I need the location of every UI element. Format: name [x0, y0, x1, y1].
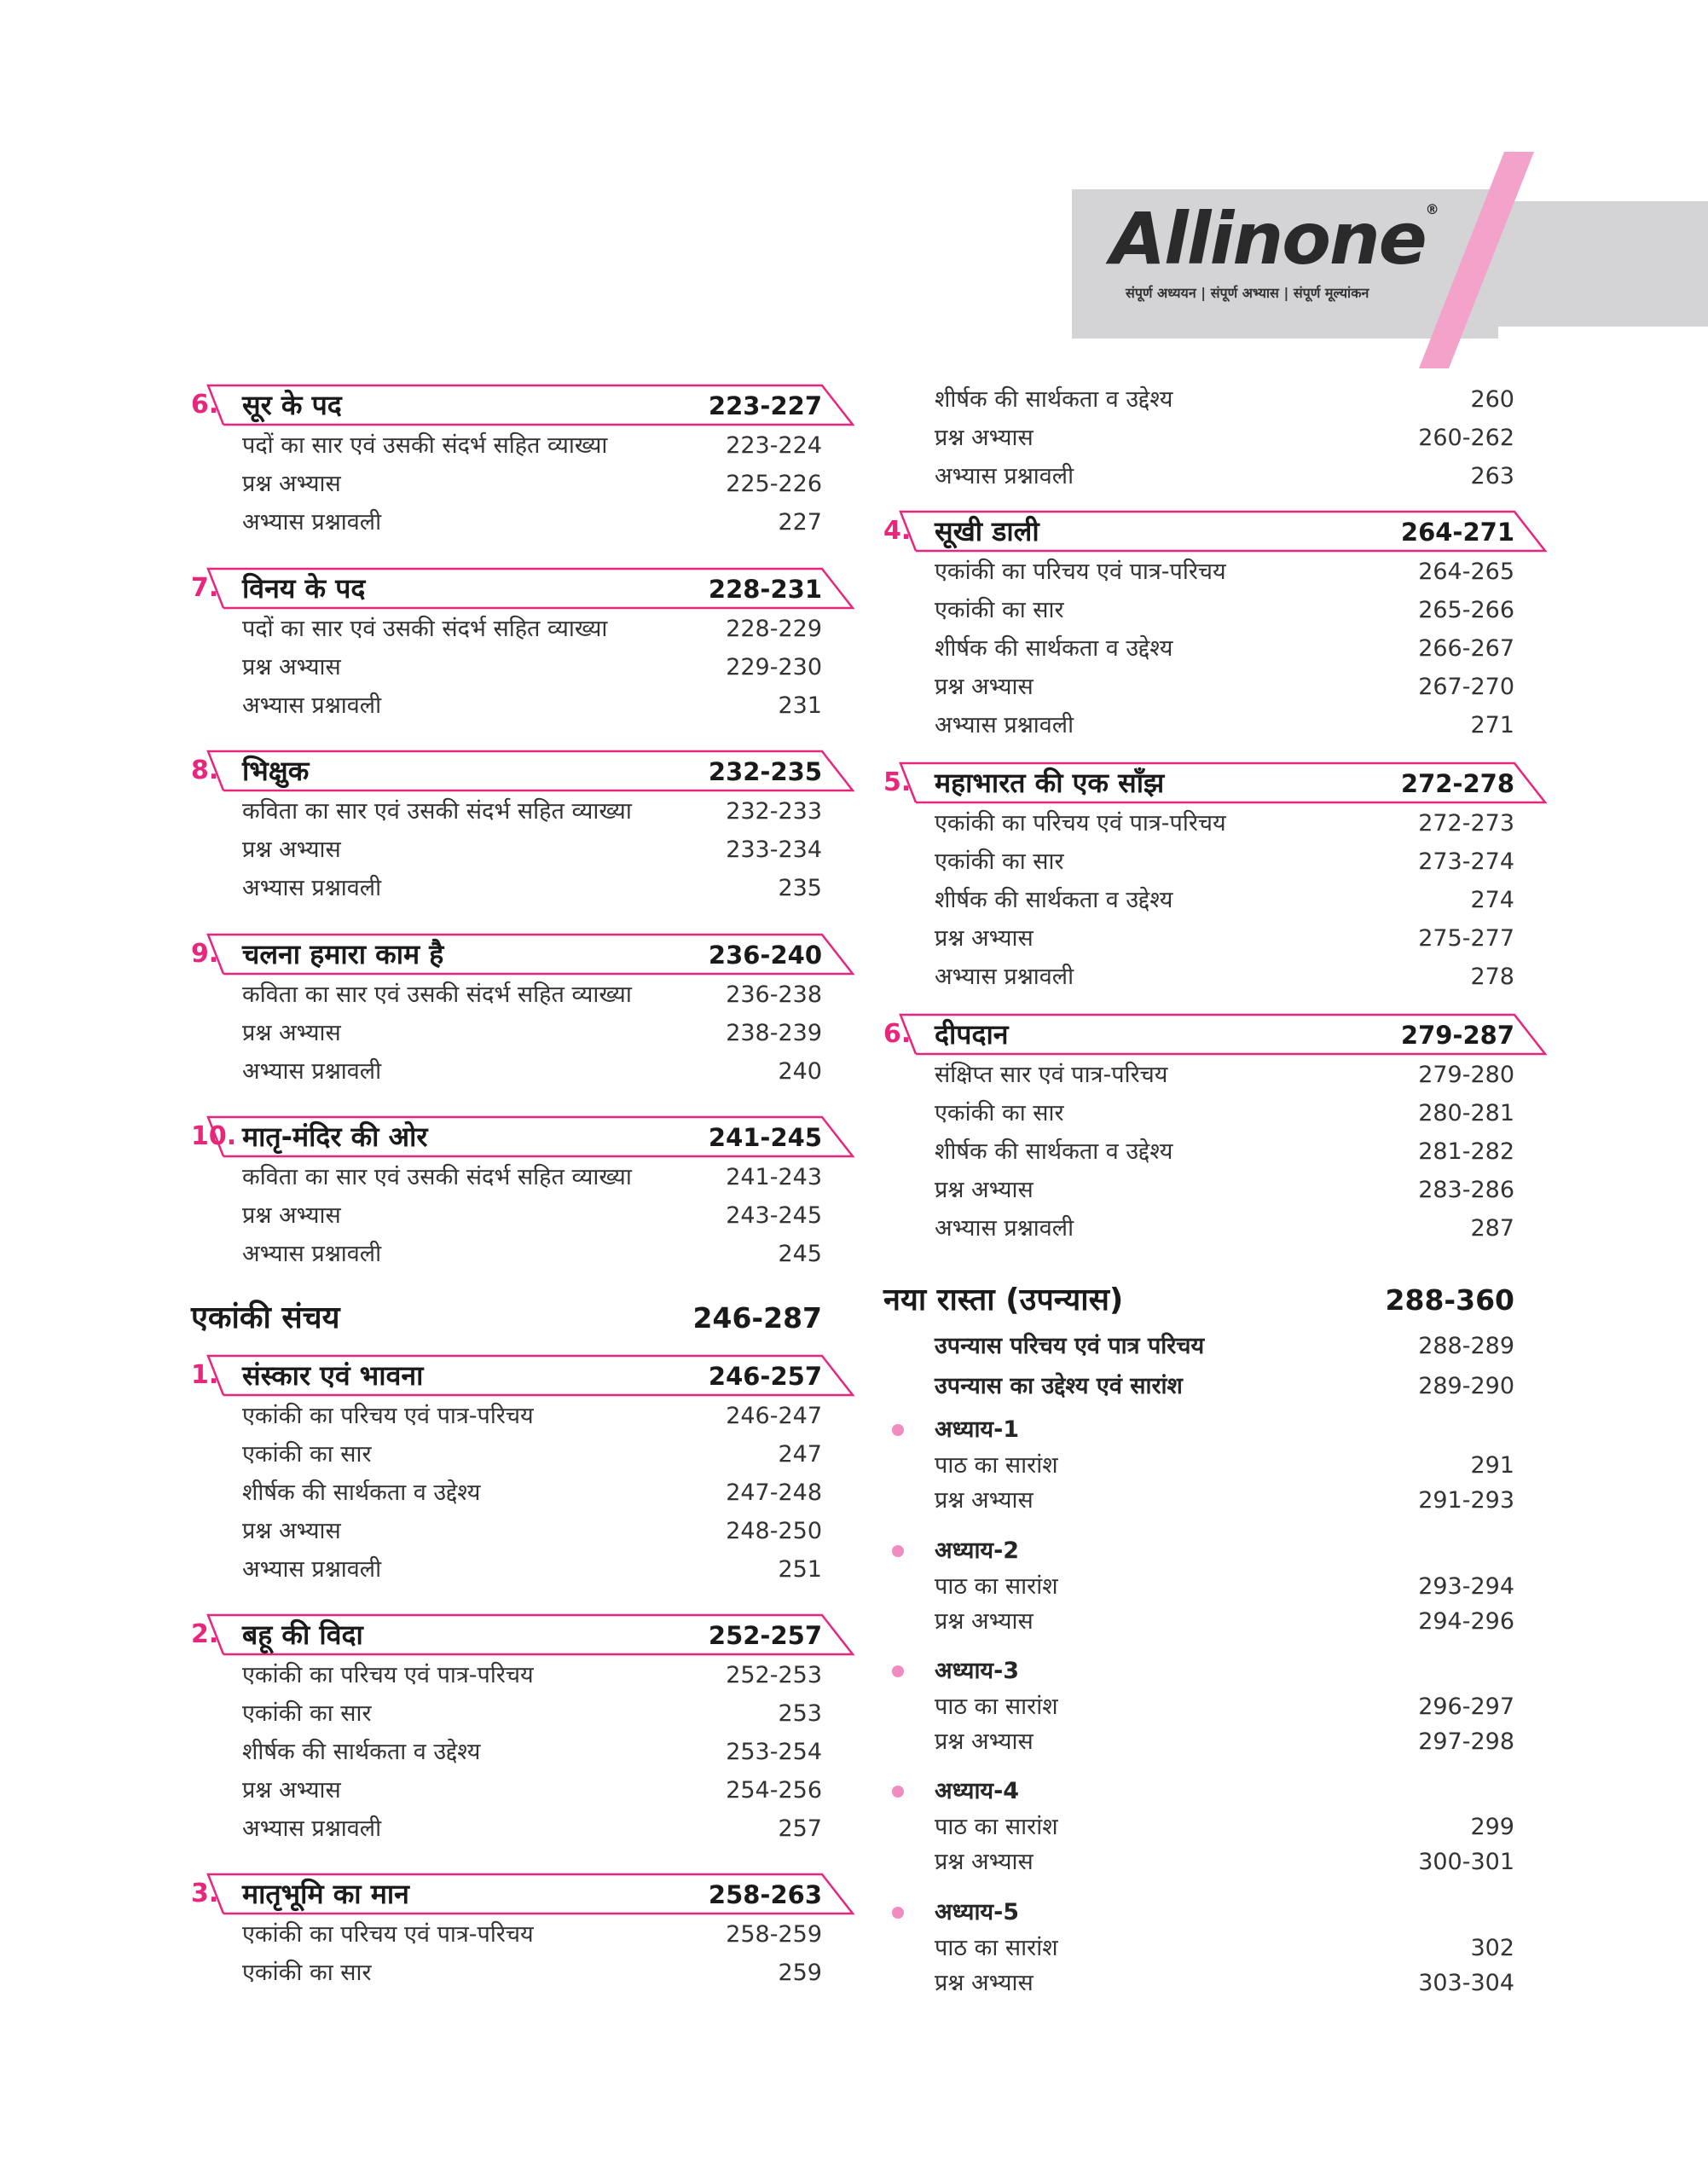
- bullet-icon: [892, 1545, 904, 1557]
- toc-entry[interactable]: [883, 919, 1549, 958]
- entry-label: प्रश्न अभ्यास: [242, 654, 341, 680]
- entry-page-range: 296-297: [1418, 1694, 1514, 1720]
- entry-page-range: 303-304: [1418, 1970, 1514, 1996]
- entry-page-range: 260: [1470, 386, 1514, 413]
- entry-page-range: 232-233: [726, 798, 822, 825]
- entry-page-range: 281-282: [1418, 1138, 1514, 1165]
- toc-entry[interactable]: [883, 1094, 1549, 1132]
- entry-page-range: 252-253: [726, 1662, 822, 1688]
- entry-label: शीर्षक की सार्थकता व उद्देश्य: [935, 1138, 1173, 1165]
- entry-page-range: 260-262: [1418, 425, 1514, 451]
- entry-label: अभ्यास प्रश्नावली: [242, 875, 382, 901]
- toc-entry[interactable]: [191, 1435, 856, 1474]
- chapter-page-range: 264-271: [1400, 518, 1514, 547]
- entry-page-range: 302: [1470, 1935, 1514, 1961]
- entry-page-range: 299: [1470, 1814, 1514, 1840]
- entry-label: अभ्यास प्रश्नावली: [242, 509, 382, 536]
- entry-page-range: 251: [778, 1556, 822, 1583]
- entry-label: अभ्यास प्रश्नावली: [935, 964, 1074, 990]
- toc-entry[interactable]: [191, 1550, 856, 1589]
- entry-page-range: 293-294: [1418, 1573, 1514, 1600]
- entry-label: प्रश्न अभ्यास: [242, 1777, 341, 1804]
- chapter-title: संस्कार एवं भावना: [242, 1359, 424, 1392]
- entry-page-range: 225-226: [726, 471, 822, 497]
- bullet-icon: [892, 1786, 904, 1798]
- toc-entry[interactable]: [883, 1132, 1549, 1171]
- toc-entry[interactable]: [883, 1844, 1549, 1880]
- entry-page-range: 248-250: [726, 1518, 822, 1544]
- toc-entry[interactable]: [191, 1474, 856, 1512]
- entry-label: पदों का सार एवं उसकी संदर्भ सहित व्याख्या: [242, 616, 608, 642]
- entry-page-range: 287: [1470, 1215, 1514, 1242]
- entry-label: अभ्यास प्रश्नावली: [242, 692, 382, 719]
- toc-entry[interactable]: [883, 419, 1549, 457]
- entry-page-range: 228-229: [726, 616, 822, 642]
- toc-entry[interactable]: [883, 1966, 1549, 2001]
- entry-page-range: 275-277: [1418, 925, 1514, 952]
- entry-page-range: 279-280: [1418, 1062, 1514, 1088]
- entry-label: अभ्यास प्रश्नावली: [242, 1241, 382, 1267]
- bullet-icon: [892, 1907, 904, 1919]
- brand-logo: Allinone®: [1110, 197, 1438, 281]
- toc-entry[interactable]: [883, 706, 1549, 744]
- chapter-heading[interactable]: [191, 567, 856, 610]
- entry-label: प्रश्न अभ्यास: [242, 1020, 341, 1046]
- bullet-icon: [892, 1424, 904, 1436]
- entry-page-range: 238-239: [726, 1020, 822, 1046]
- entry-label: प्रश्न अभ्यास: [935, 1970, 1033, 1996]
- entry-page-range: 240: [778, 1058, 822, 1085]
- entry-label: पाठ का सारांश: [935, 1935, 1058, 1961]
- chapter-heading[interactable]: [191, 1613, 856, 1656]
- toc-entry[interactable]: [883, 1724, 1549, 1760]
- entry-label: प्रश्न अभ्यास: [935, 925, 1033, 952]
- toc-entry[interactable]: [191, 869, 856, 907]
- chapter-title: दीपदान: [935, 1018, 1009, 1051]
- entry-label: अभ्यास प्रश्नावली: [935, 463, 1074, 489]
- entry-page-range: 235: [778, 875, 822, 901]
- toc-chapter: [191, 933, 856, 1091]
- entry-label: प्रश्न अभ्यास: [935, 425, 1033, 451]
- toc-entry[interactable]: [191, 1915, 856, 1954]
- chapter-number: 6.: [191, 390, 219, 420]
- toc-entry[interactable]: [191, 1771, 856, 1810]
- entry-page-range: 263: [1470, 463, 1514, 489]
- chapter-number: 1.: [191, 1360, 219, 1390]
- entry-page-range: 264-265: [1418, 559, 1514, 585]
- novel-chapter-title: अध्याय-3: [935, 1658, 1020, 1684]
- toc-entry[interactable]: [883, 1931, 1549, 1966]
- toc-chapter: [191, 1613, 856, 1848]
- toc-entry[interactable]: [883, 804, 1549, 843]
- entry-page-range: 291-293: [1418, 1487, 1514, 1514]
- toc-entry[interactable]: [191, 1052, 856, 1091]
- chapter-title: चलना हमारा काम है: [242, 938, 444, 970]
- toc-chapter-continuation: [883, 380, 1549, 495]
- chapter-title: सूखी डाली: [935, 515, 1039, 547]
- toc-entry[interactable]: [191, 792, 856, 831]
- chapter-heading[interactable]: [191, 933, 856, 976]
- entry-label: एकांकी का परिचय एवं पात्र-परिचय: [242, 1921, 534, 1948]
- toc-chapter: [883, 510, 1549, 744]
- entry-label: पाठ का सारांश: [935, 1573, 1058, 1600]
- entry-page-range: 253-254: [726, 1739, 822, 1765]
- chapter-title: मातृभूमि का मान: [242, 1878, 409, 1910]
- entry-label: कविता का सार एवं उसकी संदर्भ सहित व्याख्या: [242, 798, 632, 825]
- entry-page-range: 280-281: [1418, 1100, 1514, 1126]
- entry-label: एकांकी का परिचय एवं पात्र-परिचय: [242, 1403, 534, 1429]
- toc-chapter: [883, 761, 1549, 996]
- entry-label: प्रश्न अभ्यास: [935, 1177, 1033, 1203]
- entry-label: कविता का सार एवं उसकी संदर्भ सहित व्याख्या: [242, 981, 632, 1008]
- entry-label: अभ्यास प्रश्नावली: [242, 1815, 382, 1842]
- entry-page-range: 223-224: [726, 432, 822, 459]
- section-title: एकांकी संचय: [191, 1300, 340, 1335]
- toc-entry[interactable]: [191, 1733, 856, 1771]
- toc-entry[interactable]: [191, 1512, 856, 1550]
- entry-page-range: 274: [1470, 887, 1514, 913]
- toc-entry[interactable]: [191, 1196, 856, 1235]
- entry-label: प्रश्न अभ्यास: [935, 1849, 1033, 1875]
- toc-entry[interactable]: [191, 503, 856, 541]
- chapter-title: विनय के पद: [242, 572, 366, 605]
- entry-label: एकांकी का सार: [242, 1700, 372, 1727]
- chapter-number: 2.: [191, 1619, 219, 1649]
- entry-label: प्रश्न अभ्यास: [935, 1487, 1033, 1514]
- entry-label: पाठ का सारांश: [935, 1814, 1058, 1840]
- entry-label: एकांकी का परिचय एवं पात्र-परिचय: [935, 559, 1226, 585]
- entry-page-range: 257: [778, 1815, 822, 1842]
- toc-entry[interactable]: [191, 465, 856, 503]
- entry-page-range: 233-234: [726, 837, 822, 863]
- toc-chapter: [883, 1013, 1549, 1248]
- brand-tagline: संपूर्ण अध्ययन | संपूर्ण अभ्यास | संपूर्ण मूल्यांकन: [1126, 285, 1369, 301]
- entry-label: एकांकी का परिचय एवं पात्र-परिचय: [242, 1662, 534, 1688]
- toc-entry[interactable]: [191, 1397, 856, 1435]
- toc-entry[interactable]: [191, 1014, 856, 1052]
- chapter-title: मातृ-मंदिर की ओर: [242, 1120, 428, 1153]
- chapter-page-range: 236-240: [708, 941, 822, 970]
- entry-label: प्रश्न अभ्यास: [242, 1202, 341, 1229]
- entry-label: कविता का सार एवं उसकी संदर्भ सहित व्याख्या: [242, 1164, 632, 1190]
- chapter-title: सूर के पद: [242, 389, 342, 421]
- chapter-page-range: 252-257: [708, 1621, 822, 1650]
- chapter-number: 6.: [883, 1019, 912, 1049]
- bullet-icon: [892, 1665, 904, 1677]
- toc-entry[interactable]: [883, 629, 1549, 668]
- novel-chapter-title: अध्याय-5: [935, 1899, 1020, 1925]
- entry-label: पाठ का सारांश: [935, 1452, 1058, 1479]
- toc-entry[interactable]: [883, 1604, 1549, 1640]
- toc-chapter: [191, 750, 856, 907]
- entry-page-range: 289-290: [1418, 1373, 1514, 1399]
- chapter-page-range: 258-263: [708, 1880, 822, 1909]
- toc-entry[interactable]: [191, 976, 856, 1014]
- toc-entry[interactable]: [191, 426, 856, 465]
- entry-page-range: 265-266: [1418, 597, 1514, 623]
- entry-label: पाठ का सारांश: [935, 1694, 1058, 1720]
- entry-label: प्रश्न अभ्यास: [935, 674, 1033, 700]
- entry-label: अभ्यास प्रश्नावली: [242, 1058, 382, 1085]
- entry-label: एकांकी का परिचय एवं पात्र-परिचय: [935, 810, 1226, 837]
- toc-entry[interactable]: [883, 1483, 1549, 1519]
- toc-entry[interactable]: [883, 843, 1549, 881]
- chapter-number: 7.: [191, 573, 219, 603]
- chapter-page-range: 272-278: [1400, 769, 1514, 798]
- entry-label: प्रश्न अभ्यास: [935, 1728, 1033, 1755]
- toc-chapter: [191, 1354, 856, 1589]
- entry-label: शीर्षक की सार्थकता व उद्देश्य: [242, 1739, 481, 1765]
- entry-label: एकांकी का सार: [242, 1960, 372, 1986]
- entry-page-range: 247: [778, 1441, 822, 1468]
- toc-entry[interactable]: [191, 648, 856, 686]
- entry-label: शीर्षक की सार्थकता व उद्देश्य: [935, 887, 1173, 913]
- novel-chapter-title: अध्याय-4: [935, 1778, 1020, 1804]
- toc-entry[interactable]: [883, 1810, 1549, 1845]
- toc-entry[interactable]: [191, 610, 856, 648]
- toc-entry[interactable]: [191, 1954, 856, 1992]
- chapter-number: 4.: [883, 516, 912, 546]
- section-heading: [191, 1294, 856, 1342]
- entry-page-range: 241-243: [726, 1164, 822, 1190]
- section-page-range: 246-287: [692, 1301, 822, 1335]
- entry-label: अभ्यास प्रश्नावली: [242, 1556, 382, 1583]
- chapter-number: 5.: [883, 767, 912, 797]
- toc-chapter: [191, 1115, 856, 1273]
- toc-entry[interactable]: [883, 1056, 1549, 1094]
- entry-page-range: 227: [778, 509, 822, 536]
- chapter-heading[interactable]: [191, 1354, 856, 1397]
- novel-chapter-title: अध्याय-1: [935, 1416, 1020, 1443]
- toc-entry[interactable]: [883, 1209, 1549, 1248]
- section-title: नया रास्ता (उपन्यास): [883, 1283, 1124, 1317]
- toc-entry[interactable]: [191, 831, 856, 869]
- entry-page-range: 243-245: [726, 1202, 822, 1229]
- entry-page-range: 245: [778, 1241, 822, 1267]
- chapter-title: महाभारत की एक साँझ: [935, 767, 1165, 799]
- toc-entry[interactable]: [883, 591, 1549, 629]
- toc-entry[interactable]: [191, 1656, 856, 1694]
- entry-label: एकांकी का सार: [935, 848, 1064, 875]
- entry-label: पदों का सार एवं उसकी संदर्भ सहित व्याख्या: [242, 432, 608, 459]
- entry-page-range: 278: [1470, 964, 1514, 990]
- chapter-page-range: 223-227: [708, 391, 822, 420]
- entry-page-range: 266-267: [1418, 635, 1514, 662]
- chapter-heading[interactable]: [883, 510, 1549, 553]
- toc-entry[interactable]: [883, 1327, 1549, 1366]
- entry-page-range: 300-301: [1418, 1849, 1514, 1875]
- entry-label: प्रश्न अभ्यास: [242, 1518, 341, 1544]
- entry-page-range: 231: [778, 692, 822, 719]
- toc-entry[interactable]: [883, 457, 1549, 495]
- entry-page-range: 229-230: [726, 654, 822, 680]
- chapter-heading[interactable]: [191, 750, 856, 792]
- chapter-heading[interactable]: [883, 1013, 1549, 1056]
- toc-entry[interactable]: [883, 881, 1549, 919]
- chapter-number: 9.: [191, 939, 219, 969]
- toc-entry[interactable]: [883, 553, 1549, 591]
- entry-page-range: 288-289: [1418, 1333, 1514, 1359]
- entry-page-range: 259: [778, 1960, 822, 1986]
- entry-page-range: 247-248: [726, 1479, 822, 1506]
- chapter-heading[interactable]: [191, 1115, 856, 1158]
- toc-chapter: [191, 384, 856, 541]
- chapter-number: 8.: [191, 756, 219, 785]
- entry-label: एकांकी का सार: [242, 1441, 372, 1468]
- novel-chapter-title: अध्याय-2: [935, 1537, 1020, 1564]
- entry-label: अभ्यास प्रश्नावली: [935, 712, 1074, 738]
- chapter-page-range: 241-245: [708, 1123, 822, 1152]
- chapter-page-range: 279-287: [1400, 1021, 1514, 1050]
- entry-label: संक्षिप्त सार एवं पात्र-परिचय: [935, 1062, 1168, 1088]
- entry-label: एकांकी का सार: [935, 1100, 1064, 1126]
- toc-entry[interactable]: [191, 1810, 856, 1848]
- entry-page-range: 272-273: [1418, 810, 1514, 837]
- chapter-heading[interactable]: [191, 384, 856, 426]
- toc-entry[interactable]: [883, 958, 1549, 996]
- entry-label: अभ्यास प्रश्नावली: [935, 1215, 1074, 1242]
- toc-entry[interactable]: [883, 1569, 1549, 1605]
- entry-page-range: 267-270: [1418, 674, 1514, 700]
- toc-entry[interactable]: [191, 1158, 856, 1196]
- toc-entry[interactable]: [883, 668, 1549, 706]
- entry-page-range: 273-274: [1418, 848, 1514, 875]
- chapter-heading[interactable]: [883, 761, 1549, 804]
- entry-page-range: 254-256: [726, 1777, 822, 1804]
- entry-label: शीर्षक की सार्थकता व उद्देश्य: [935, 635, 1173, 662]
- section-page-range: 288-360: [1385, 1283, 1514, 1317]
- entry-page-range: 294-296: [1418, 1608, 1514, 1635]
- entry-label: उपन्यास परिचय एवं पात्र परिचय: [935, 1333, 1205, 1359]
- chapter-page-range: 232-235: [708, 757, 822, 786]
- chapter-page-range: 246-257: [708, 1362, 822, 1391]
- entry-page-range: 291: [1470, 1452, 1514, 1479]
- entry-label: एकांकी का सार: [935, 597, 1064, 623]
- toc-chapter: [191, 1873, 856, 1992]
- entry-page-range: 246-247: [726, 1403, 822, 1429]
- entry-label: प्रश्न अभ्यास: [935, 1608, 1033, 1635]
- entry-page-range: 253: [778, 1700, 822, 1727]
- entry-label: शीर्षक की सार्थकता व उद्देश्य: [935, 386, 1173, 413]
- chapter-number: 10.: [191, 1121, 237, 1151]
- chapter-title: बहू की विदा: [242, 1618, 363, 1651]
- chapter-title: भिक्षुक: [242, 755, 310, 787]
- entry-page-range: 297-298: [1418, 1728, 1514, 1755]
- entry-page-range: 258-259: [726, 1921, 822, 1948]
- chapter-number: 3.: [191, 1879, 219, 1908]
- toc-entry[interactable]: [883, 380, 1549, 419]
- toc-entry[interactable]: [883, 1171, 1549, 1209]
- entry-label: शीर्षक की सार्थकता व उद्देश्य: [242, 1479, 481, 1506]
- entry-label: उपन्यास का उद्देश्य एवं सारांश: [935, 1373, 1183, 1399]
- toc-entry[interactable]: [191, 1235, 856, 1273]
- chapter-heading[interactable]: [191, 1873, 856, 1915]
- chapter-page-range: 228-231: [708, 575, 822, 604]
- toc-entry[interactable]: [191, 686, 856, 725]
- entry-page-range: 236-238: [726, 981, 822, 1008]
- toc-chapter: [191, 567, 856, 725]
- entry-page-range: 271: [1470, 712, 1514, 738]
- entry-label: प्रश्न अभ्यास: [242, 471, 341, 497]
- toc-entry[interactable]: [883, 1689, 1549, 1725]
- toc-entry[interactable]: [883, 1367, 1549, 1406]
- entry-label: प्रश्न अभ्यास: [242, 837, 341, 863]
- toc-entry[interactable]: [191, 1694, 856, 1733]
- entry-page-range: 283-286: [1418, 1177, 1514, 1203]
- section-heading: [883, 1277, 1549, 1324]
- toc-entry[interactable]: [883, 1448, 1549, 1484]
